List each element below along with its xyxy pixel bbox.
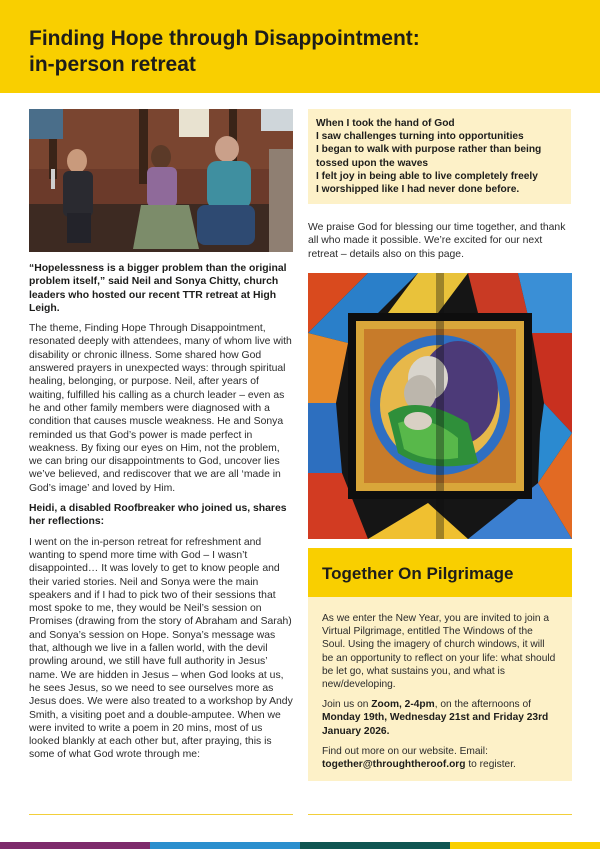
left-divider	[29, 814, 293, 815]
pilgrimage-contact	[322, 745, 558, 771]
contact-prefix: Find out more on our website. Email:	[322, 745, 488, 757]
contact-suffix: to register.	[465, 759, 516, 771]
join-time: Zoom, 2-4pm	[371, 699, 435, 711]
footer-bar-purple	[0, 842, 150, 849]
poem-line: I felt joy in being able to live completely freely	[316, 170, 538, 182]
title-line-1: Finding Hope through Disappointment:	[29, 27, 420, 50]
pilgrimage-join	[322, 698, 558, 738]
pilgrimage-intro: As we enter the New Year, you are invited to join a Virtual Pilgrimage, entitled The Windows of the Soul. Using the imagery of church windows, it will be an opportunity to reflect on your life: what should be let go, what sustains you, and what is new/developing.	[322, 613, 556, 691]
poem-line: tossed upon the waves	[316, 157, 429, 169]
footer-color-bar	[0, 842, 600, 849]
title-line-2: in-person retreat	[29, 53, 196, 76]
page-header	[0, 0, 600, 93]
poem-box	[308, 109, 571, 204]
stained-glass-image	[308, 273, 572, 539]
heidi-heading: Heidi, a disabled Roofbreaker who joined us, shares her reflections:	[29, 503, 287, 528]
poem-line: I saw challenges turning into opportunities	[316, 131, 524, 143]
contact-email-link[interactable]: together@throughtheroof.org	[322, 759, 466, 771]
heidi-paragraph: I went on the in-person retreat for refreshment and wanting to spend more time with God – I wasn’t disappointed… It was lovely to get to know people and their varied stories. Neil and Sonya were the main speakers and if I had to pick two of their sessions that most spoke to me, they would be Neil’s session on Promises (drawing from the story of Abraham and Sarah) and Sonya’s session on Hope. Sonya’s message was that, although we live in a fallen world, with the devil prowling around, we still have full authority in Jesus’ name. We are hidden in Jesus – when God looks at us, he sees Jesus, so we need to see ourselves more as Jesus does. We were also treated to a workshop by Andy Smith, a visiting poet and a double-amputee. When we were invited to write a poem in 20 mins, most of us looked blankly at each other but, after praying, this is some of what God wrote through me:	[29, 536, 293, 761]
poem-line: I worshipped like I had never done before.	[316, 184, 520, 196]
pilgrimage-title-bar	[308, 548, 572, 597]
praise-paragraph: We praise God for blessing our time together, and thank all who made it possible. We’re excited for our next retreat – details also on this page.	[308, 222, 566, 260]
poem-line: I began to walk with purpose rather than being	[316, 144, 542, 156]
intro-quote: “Hopelessness is a bigger problem than the original problem itself,” said Neil and Sonya Chitty, church leaders who hosted our recent TTR retreat at High Leigh.	[29, 263, 287, 314]
retreat-photo	[29, 109, 293, 252]
left-column	[29, 262, 295, 769]
theme-paragraph: The theme, Finding Hope Through Disappointment, resonated deeply with attendees, many of whom live with disability or chronic illness. Some shared how God answered prayers in unexpected ways: through spiritual healing, belonging, or purpose. Neil, after years of waiting, fulfilled his calling as a church leader – even as he and other family members were diagnosed with a condition that causes muscle weakness. He and Sonya reminded us that God’s power is made perfect in weakness. By fixing our eyes on Him, not the problem, we can bring our disappointments to God, uncover lies we’ve believed, and rediscover that we are all ‘made in God’s image’ and loved by Him.	[29, 323, 292, 494]
footer-bar-teal	[300, 842, 450, 849]
poem-line: When I took the hand of God	[316, 118, 455, 129]
right-divider	[308, 814, 572, 815]
join-dates: Monday 19th, Wednesday 21st and Friday 23rd January 2026.	[322, 712, 549, 737]
page-title	[29, 26, 549, 78]
pilgrimage-title: Together On Pilgrimage	[322, 564, 514, 583]
join-prefix: Join us on	[322, 699, 372, 711]
pilgrimage-box	[308, 597, 572, 781]
footer-bar-blue	[150, 842, 300, 849]
join-middle: , on the afternoons of	[434, 699, 531, 711]
footer-bar-yellow	[450, 842, 600, 849]
